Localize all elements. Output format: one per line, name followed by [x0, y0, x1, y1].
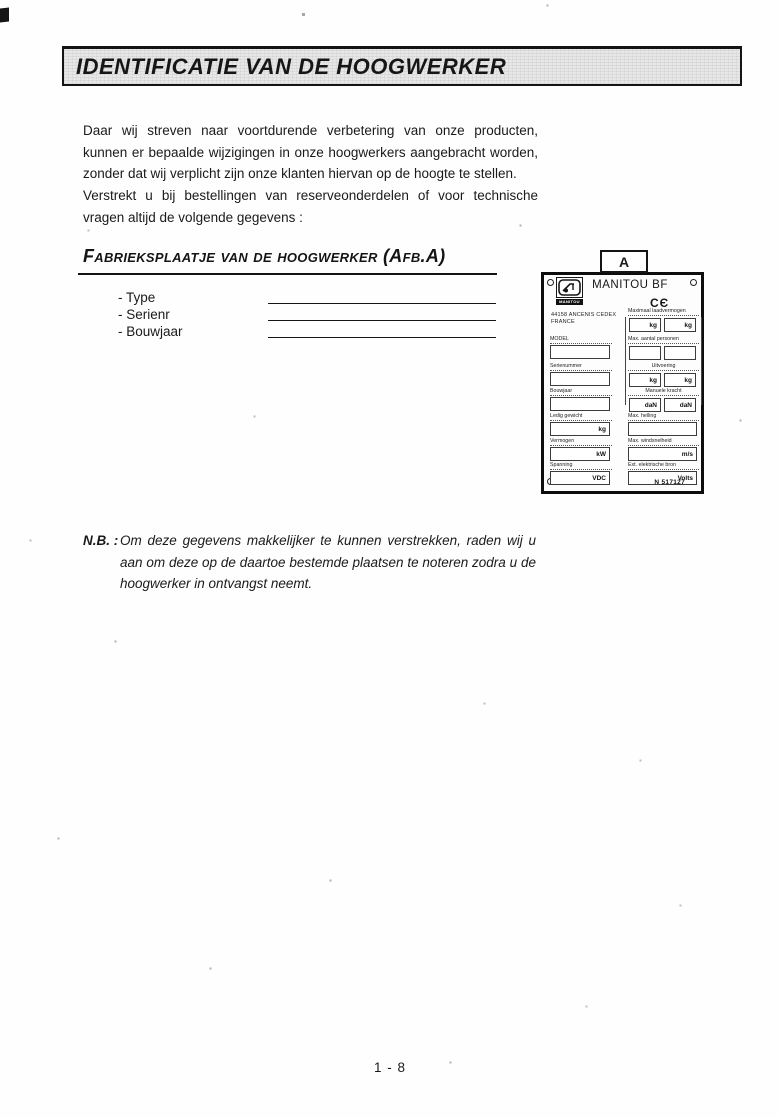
plate-field-box — [550, 422, 610, 436]
figure-label-box — [600, 250, 648, 273]
address-line: 44158 ANCENIS CEDEX — [551, 312, 617, 318]
manufacturer-plate-figure — [541, 272, 704, 494]
plate-field-label: Maximaal laadvermogen — [628, 308, 699, 316]
plate-field-unit: kW — [596, 450, 606, 458]
plate-field-bouwjaar — [550, 388, 612, 411]
field-label: - Serienr — [118, 307, 170, 322]
rivet-hole — [547, 279, 554, 286]
plate-field-unit: m/s — [681, 450, 693, 458]
plate-field-label: Max. aantal personen — [628, 336, 699, 344]
fill-in-line — [268, 303, 496, 304]
forklift-icon — [556, 277, 583, 298]
section-heading-underline — [78, 273, 497, 275]
plate-field-box — [629, 318, 661, 332]
plate-field-unit: kg — [684, 376, 692, 384]
plate-field-label: Vermogen — [550, 438, 612, 446]
plate-field-max-personen — [628, 336, 699, 360]
plate-field-box — [664, 318, 696, 332]
plate-field-box — [550, 447, 610, 461]
field-label: - Bouwjaar — [118, 324, 183, 339]
nb-text: Om deze gegevens makkelijker te kunnen verstrekken, raden wij u aan om deze op de daartoe bestemde plaatsen te noteren zodra u de hoogwerker in ontvangst neemt. — [120, 533, 536, 591]
nb-note — [83, 530, 536, 595]
scan-noise — [0, 0, 1, 1]
plate-field-box — [664, 346, 696, 360]
address-line: FRANCE — [551, 318, 575, 325]
plate-field-box — [550, 397, 610, 411]
group-bracket — [701, 317, 702, 405]
plate-field-label: Max. helling — [628, 413, 699, 421]
plate-address — [551, 312, 616, 325]
page-number: 1 - 8 — [373, 1060, 406, 1075]
plate-field-label: Ledig gewicht — [550, 413, 612, 421]
manitou-logo — [556, 277, 583, 306]
field-row-type — [118, 289, 496, 306]
plate-field-manuele-kracht — [628, 388, 699, 412]
plate-field-unit: kg — [649, 376, 657, 384]
plate-field-label: MODEL — [550, 336, 612, 344]
chapter-title-banner — [62, 46, 742, 86]
plate-field-label: Serienummer — [550, 363, 612, 371]
plate-part-number: N 517127 — [654, 479, 685, 486]
plate-field-unit: VDC — [592, 474, 606, 482]
plate-field-max-windsnelheid — [628, 438, 699, 461]
plate-field-box — [628, 422, 697, 436]
plate-field-label: Bouwjaar — [550, 388, 612, 396]
plate-field-label: Uitvoering — [628, 363, 699, 371]
plate-field-vermogen — [550, 438, 612, 461]
scan-corner-artifact — [0, 8, 9, 23]
plate-field-box — [550, 471, 610, 485]
plate-field-label: Ext. elektrische bron — [628, 462, 699, 470]
intro-paragraph-2: Verstrekt u bij bestellingen van reserveonderdelen of voor technische vragen altijd de volgende gegevens : — [83, 188, 538, 225]
plate-field-box — [550, 345, 610, 359]
intro-paragraph-1: Daar wij streven naar voortdurende verbetering van onze producten, kunnen er bepaalde wijzigingen in onze hoogwerkers aangebracht worden, zonder dat wij verplicht zijn onze klanten hiervan op de hoogte te stellen. — [83, 123, 538, 181]
logo-wordmark: MANITOU — [556, 299, 583, 305]
field-label: - Type — [118, 290, 156, 305]
nb-prefix: N.B. : — [83, 533, 119, 548]
plate-field-box — [629, 398, 661, 412]
field-row-bouwjaar — [118, 323, 496, 340]
plate-field-box — [664, 373, 696, 387]
plate-field-box — [629, 346, 661, 360]
fill-in-line — [268, 337, 496, 338]
fill-in-line — [268, 320, 496, 321]
plate-field-box — [550, 372, 610, 386]
plate-brand-name: MANITOU BF — [592, 279, 668, 291]
plate-field-spanning — [550, 462, 612, 485]
plate-field-model — [550, 336, 612, 359]
plate-field-label: Max. windsnelheid — [628, 438, 699, 446]
plate-field-box — [664, 398, 696, 412]
plate-field-max-helling — [628, 413, 699, 436]
rivet-hole — [690, 279, 697, 286]
plate-field-box — [628, 447, 697, 461]
plate-field-serienummer — [550, 363, 612, 386]
plate-field-uitvoering — [628, 363, 699, 387]
group-bracket — [625, 317, 626, 405]
plate-field-max-laadvermogen — [628, 308, 699, 332]
page-title: IDENTIFICATIE VAN DE HOOGWERKER — [76, 53, 507, 79]
plate-field-unit: kg — [684, 321, 692, 329]
section-heading: Fabrieksplaatje van de hoogwerker (Afb.A) — [83, 246, 446, 266]
field-row-serienr — [118, 306, 496, 323]
plate-field-unit: daN — [644, 401, 657, 409]
plate-field-box — [629, 373, 661, 387]
ce-mark: CЄ — [650, 296, 670, 310]
plate-field-unit: daN — [679, 401, 692, 409]
plate-field-unit: kg — [598, 425, 606, 433]
plate-field-ledig-gewicht — [550, 413, 612, 436]
plate-field-unit: Volts — [677, 474, 693, 482]
figure-label: A — [618, 253, 630, 270]
plate-field-unit: kg — [649, 321, 657, 329]
plate-field-label: Spanning — [550, 462, 612, 470]
plate-field-label: Manuele kracht — [628, 388, 699, 396]
